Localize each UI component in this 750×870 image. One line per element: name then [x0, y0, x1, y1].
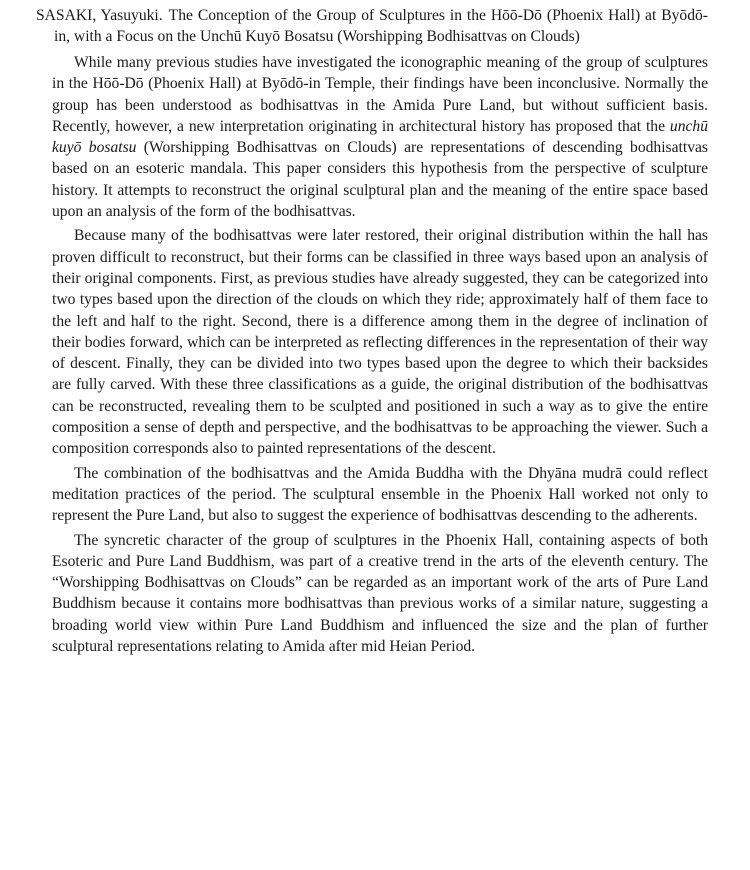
article-title: The Conception of the Group of Sculptures in the Hōō-Dō (Phoenix Hall) at Byōdō-in, with a Focus on the Unchū Kuyō Bosatsu (Worshipping Bodhisattvas on Clouds): [54, 7, 708, 45]
paragraph-1-italic-term: unchū kuyō bosatsu: [52, 117, 708, 157]
paragraph-1-text-start: While many previous studies have investigated the iconographic meaning of the group of sculptures in the Hōō-Dō (Phoenix Hall) at Byōdō-in Temple, their findings have been inconclusive. Normally the group has been understood as bodhisattvas in the Amida Pure Land, but without sufficient basis. Recently, however, a new interpretation originating in architectural history has proposed that the: [52, 54, 708, 135]
article-heading: [36, 6, 708, 47]
author-name: SASAKI, Yasuyuki.: [36, 7, 163, 24]
paragraph-3: The combination of the bodhisattvas and the Amida Buddha with the Dhyāna mudrā could reflect meditation practices of the period. The sculptural ensemble in the Phoenix Hall worked not only to represent the Pure Land, but also to suggest the experience of bodhisattvas descending to the adherents.: [52, 464, 708, 525]
paragraph-1-text-end: (Worshipping Bodhisattvas on Clouds) are representations of descending bodhisattvas based on an esoteric mandala. This paper considers this hypothesis from the perspective of sculpture history. It attempts to reconstruct the original sculptural plan and the meaning of the entire space based upon an analysis of the form of the bodhisattvas.: [52, 139, 709, 221]
paragraph-4: The syncretic character of the group of sculptures in the Phoenix Hall, containing aspects of both Esoteric and Pure Land Buddhism, was part of a creative trend in the arts of the eleventh century. The “Worshipping Bodhisattvas on Clouds” can be regarded as an important work of the arts of Pure Land Buddhism because it contains more bodhisattvas than previous works of a similar nature, suggesting a broading world view within Pure Land Buddhism and influenced the size and the plan of further sculptural representations relating to Amida after mid Heian Period.: [52, 531, 708, 656]
paragraph-1: [36, 52, 708, 222]
paragraph-2: Because many of the bodhisattvas were later restored, their original distribution within the hall has proven difficult to reconstruct, but their forms can be classified in three ways based upon an analysis of their original components. First, as previous studies have already suggested, they can be categorized into two types based upon the direction of the clouds on which they ride; approximately half of them face to the left and half to the right. Second, there is a difference among them in the degree of inclination of their bodies forward, which can be interpreted as reflecting differences in the representation of their way of descent. Finally, they can be divided into two types based upon the degree to which their backsides are fully carved. With these three classifications as a guide, the original distribution of the bodhisattvas can be reconstructed, revealing them to be sculpted and positioned in such a way as to give the entire composition a sense of depth and perspective, and the bodhisattvas to be approaching the viewer. Such a composition corresponds also to painted representations of the descent.: [52, 227, 708, 458]
